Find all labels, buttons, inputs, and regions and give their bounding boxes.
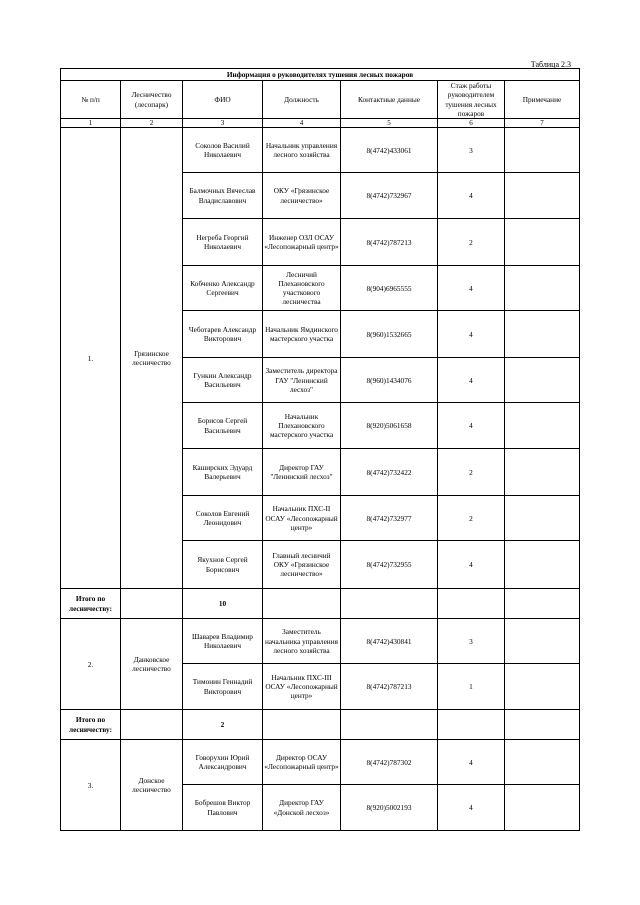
person-position: Начальник Ямдинского мастерского участка bbox=[263, 311, 341, 358]
column-number: 3 bbox=[183, 119, 263, 128]
subtotal-empty bbox=[263, 589, 341, 619]
row-number: 3. bbox=[61, 740, 121, 831]
person-note bbox=[505, 311, 580, 358]
person-name: Чеботарев Александр Викторович bbox=[183, 311, 263, 358]
table-label: Таблица 2.3 bbox=[530, 60, 571, 69]
person-contact: 8(920)5061658 bbox=[341, 403, 438, 449]
subtotal-empty bbox=[341, 589, 438, 619]
person-experience: 3 bbox=[438, 619, 505, 664]
person-note bbox=[505, 541, 580, 589]
person-experience: 4 bbox=[438, 266, 505, 311]
person-contact: 8(4742)787213 bbox=[341, 219, 438, 266]
subtotal-row bbox=[61, 710, 580, 740]
column-number: 2 bbox=[121, 119, 183, 128]
person-contact: 8(4742)787213 bbox=[341, 664, 438, 710]
person-note bbox=[505, 358, 580, 403]
person-contact: 8(4742)787302 bbox=[341, 740, 438, 785]
person-contact: 8(4742)732422 bbox=[341, 449, 438, 496]
header-forestry: Лесничество (лесопарк) bbox=[121, 81, 183, 119]
person-note bbox=[505, 619, 580, 664]
person-experience: 4 bbox=[438, 358, 505, 403]
row-number: 1. bbox=[61, 128, 121, 589]
person-note bbox=[505, 128, 580, 173]
header-note: Примечание bbox=[505, 81, 580, 119]
person-name: Негреба Георгий Николаевич bbox=[183, 219, 263, 266]
column-number: 5 bbox=[341, 119, 438, 128]
person-contact: 8(904)6965555 bbox=[341, 266, 438, 311]
person-name: Тимонин Геннадий Викторович bbox=[183, 664, 263, 710]
person-contact: 8(4742)732955 bbox=[341, 541, 438, 589]
person-position: Главный лесничий ОКУ «Грязинское лесничество» bbox=[263, 541, 341, 589]
person-name: Соколов Евгений Леонидович bbox=[183, 496, 263, 541]
person-position: Директор ОСАУ «Лесопожарный центр» bbox=[263, 740, 341, 785]
subtotal-label: Итого по лесничеству: bbox=[61, 710, 121, 740]
person-experience: 2 bbox=[438, 496, 505, 541]
person-position: Начальник ПХС-III ОСАУ «Лесопожарный центр» bbox=[263, 664, 341, 710]
person-position: Директор ГАУ "Ленинский лесхоз" bbox=[263, 449, 341, 496]
subtotal-value: 10 bbox=[183, 589, 263, 619]
row-number: 2. bbox=[61, 619, 121, 710]
person-position: Начальник Плехановского мастерского участка bbox=[263, 403, 341, 449]
person-experience: 4 bbox=[438, 311, 505, 358]
person-name: Гункин Александр Васильевич bbox=[183, 358, 263, 403]
person-position: Заместитель начальника управления лесного хозяйства bbox=[263, 619, 341, 664]
subtotal-value: 2 bbox=[183, 710, 263, 740]
header-position: Должность bbox=[263, 81, 341, 119]
person-contact: 8(920)5002193 bbox=[341, 785, 438, 831]
person-experience: 4 bbox=[438, 403, 505, 449]
column-number: 7 bbox=[505, 119, 580, 128]
header-contact: Контактные данные bbox=[341, 81, 438, 119]
subtotal-empty bbox=[438, 589, 505, 619]
subtotal-label: Итого по лесничеству: bbox=[61, 589, 121, 619]
table-row bbox=[61, 619, 580, 664]
person-name: Кобченко Александр Сергеевич bbox=[183, 266, 263, 311]
subtotal-empty bbox=[121, 589, 183, 619]
fire-managers-table bbox=[60, 68, 580, 831]
table-row bbox=[61, 740, 580, 785]
person-contact: 8(4742)433061 bbox=[341, 128, 438, 173]
person-position: ОКУ «Грязинское лесничество» bbox=[263, 173, 341, 219]
person-position: Директор ГАУ «Донской лесхоз» bbox=[263, 785, 341, 831]
person-position: Начальник ПХС-II ОСАУ «Лесопожарный центр» bbox=[263, 496, 341, 541]
person-name: Бобрешов Виктор Павлович bbox=[183, 785, 263, 831]
person-note bbox=[505, 740, 580, 785]
person-name: Якухнов Сергей Борисович bbox=[183, 541, 263, 589]
person-contact: 8(960)1532665 bbox=[341, 311, 438, 358]
column-number: 6 bbox=[438, 119, 505, 128]
person-name: Шаварев Владимир Николаевич bbox=[183, 619, 263, 664]
person-experience: 4 bbox=[438, 740, 505, 785]
subtotal-empty bbox=[341, 710, 438, 740]
table-caption: Информация о руководителях тушения лесных пожаров bbox=[61, 69, 580, 81]
person-contact: 8(4742)430841 bbox=[341, 619, 438, 664]
subtotal-empty bbox=[121, 710, 183, 740]
person-experience: 2 bbox=[438, 449, 505, 496]
person-note bbox=[505, 664, 580, 710]
person-contact: 8(960)1434076 bbox=[341, 358, 438, 403]
subtotal-empty bbox=[263, 710, 341, 740]
table-row bbox=[61, 128, 580, 173]
column-number: 4 bbox=[263, 119, 341, 128]
person-note bbox=[505, 173, 580, 219]
header-experience: Стаж работы руководителем тушения лесных пожаров bbox=[438, 81, 505, 119]
subtotal-empty bbox=[438, 710, 505, 740]
person-name: Говорухин Юрий Александрович bbox=[183, 740, 263, 785]
subtotal-row bbox=[61, 589, 580, 619]
person-contact: 8(4742)732977 bbox=[341, 496, 438, 541]
person-position: Начальник управления лесного хозяйства bbox=[263, 128, 341, 173]
person-position: Инженер ОЗЛ ОСАУ «Лесопожарный центр» bbox=[263, 219, 341, 266]
person-note bbox=[505, 449, 580, 496]
person-experience: 3 bbox=[438, 128, 505, 173]
person-note bbox=[505, 403, 580, 449]
person-name: Каширских Эдуард Валерьевич bbox=[183, 449, 263, 496]
subtotal-empty bbox=[505, 710, 580, 740]
forestry-name: Грязинское лесничество bbox=[121, 128, 183, 589]
person-name: Борисов Сергей Васильевич bbox=[183, 403, 263, 449]
subtotal-empty bbox=[505, 589, 580, 619]
person-experience: 4 bbox=[438, 173, 505, 219]
column-number: 1 bbox=[61, 119, 121, 128]
person-note bbox=[505, 496, 580, 541]
person-experience: 4 bbox=[438, 541, 505, 589]
person-note bbox=[505, 785, 580, 831]
forestry-name: Данковское лесничество bbox=[121, 619, 183, 710]
header-num: № п/п bbox=[61, 81, 121, 119]
person-contact: 8(4742)732967 bbox=[341, 173, 438, 219]
header-name: ФИО bbox=[183, 81, 263, 119]
person-experience: 1 bbox=[438, 664, 505, 710]
person-note bbox=[505, 219, 580, 266]
person-position: Лесничий Плехановского участкового лесничества bbox=[263, 266, 341, 311]
person-experience: 4 bbox=[438, 785, 505, 831]
person-note bbox=[505, 266, 580, 311]
person-position: Заместитель директора ГАУ "Ленинский лесхоз" bbox=[263, 358, 341, 403]
person-name: Балмочных Вячеслав Владиславович bbox=[183, 173, 263, 219]
person-experience: 2 bbox=[438, 219, 505, 266]
person-name: Соколов Василий Николаевич bbox=[183, 128, 263, 173]
forestry-name: Донское лесничество bbox=[121, 740, 183, 831]
